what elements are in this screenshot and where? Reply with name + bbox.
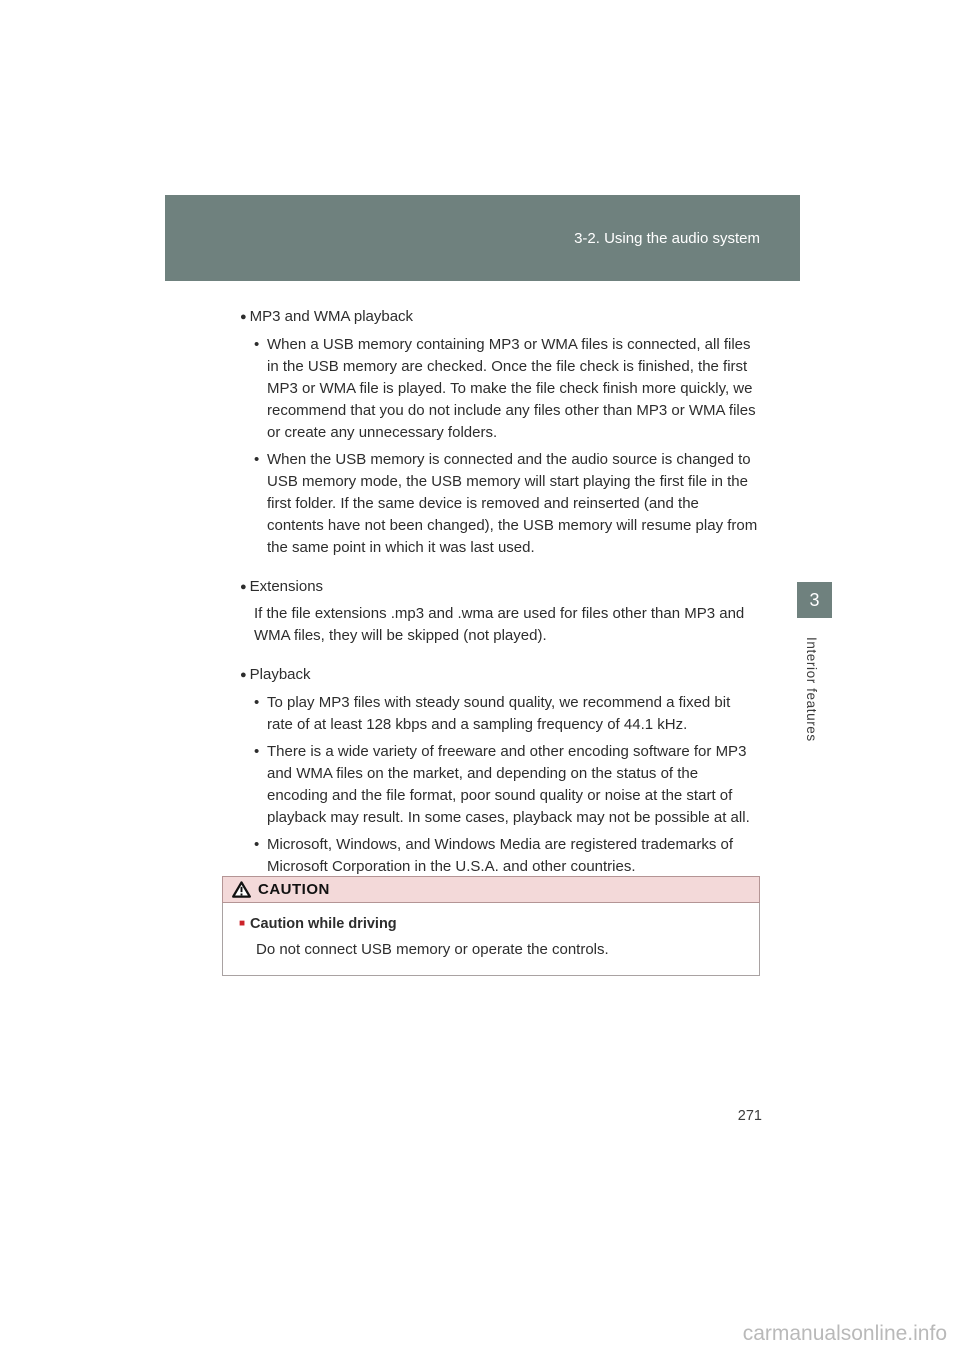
caution-subtitle-text: Caution while driving (250, 916, 397, 932)
chapter-tab (797, 582, 832, 618)
bullet-icon: • (254, 451, 260, 468)
bullet-icon: • (254, 743, 260, 760)
section-playback (240, 664, 758, 878)
section-title: 3-2. Using the audio system (574, 229, 760, 247)
section-heading (240, 306, 758, 329)
list-item (240, 692, 758, 736)
section-bullet-icon: ● (240, 581, 247, 593)
page-content (240, 306, 758, 878)
list-item (240, 449, 758, 559)
list-item-text: When the USB memory is connected and the audio source is changed to USB memory mode, the USB memory will start playing the first file in the first folder. If the same device is removed and reinserted (and the contents have not been changed), the USB memory will resume play from the same point in which it was last used. (267, 451, 758, 556)
caution-title: CAUTION (258, 881, 330, 898)
section-extensions (240, 576, 758, 647)
list-item-text: Microsoft, Windows, and Windows Media are registered trademarks of Microsoft Corporation in the U.S.A. and other countries. (267, 836, 734, 875)
section-heading (240, 576, 758, 599)
caution-body (222, 903, 760, 976)
list-item (240, 334, 758, 444)
list-item-text: There is a wide variety of freeware and other encoding software for MP3 and WMA files on the market, and depending on the status of the encoding and the file format, poor sound quality or noise at the start of playback may result. In some cases, playback may not be possible at all. (267, 743, 750, 826)
bullet-icon: • (254, 836, 260, 853)
section-bullet-icon: ● (240, 311, 247, 323)
warning-triangle-icon (232, 881, 251, 898)
chapter-number: 3 (809, 589, 820, 610)
section-heading-text: Playback (249, 666, 311, 683)
caution-header (222, 876, 760, 903)
chapter-label: Interior features (804, 637, 819, 742)
section-mp3-wma-playback (240, 306, 758, 559)
section-heading-text: MP3 and WMA playback (249, 308, 414, 325)
bullet-icon: • (254, 694, 260, 711)
bullet-icon: • (254, 336, 260, 353)
list-item (240, 741, 758, 829)
caution-subtitle (239, 916, 743, 932)
section-paragraph: If the file extensions .mp3 and .wma are used for files other than MP3 and WMA files, they will be skipped (not played). (254, 605, 745, 644)
red-square-icon: ■ (239, 918, 246, 929)
caution-box (222, 876, 760, 976)
watermark: carmanualsonline.info (742, 1322, 947, 1345)
list-item-text: When a USB memory containing MP3 or WMA files is connected, all files in the USB memory are checked. Once the file check is finished, the first MP3 or WMA file is played. To make the file check finish more quickly, we recommend that you do not include any files other than MP3 or WMA files or create any unnecessary folders. (267, 336, 756, 441)
section-heading (240, 664, 758, 687)
list-item (240, 834, 758, 878)
list-item-text: To play MP3 files with steady sound quality, we recommend a fixed bit rate of at least 128 kbps and a sampling frequency of 44.1 kHz. (267, 694, 731, 733)
page-number: 271 (737, 1108, 762, 1124)
caution-text: Do not connect USB memory or operate the controls. (256, 941, 609, 958)
section-header (165, 195, 800, 281)
section-heading-text: Extensions (249, 578, 324, 595)
section-bullet-icon: ● (240, 669, 247, 681)
